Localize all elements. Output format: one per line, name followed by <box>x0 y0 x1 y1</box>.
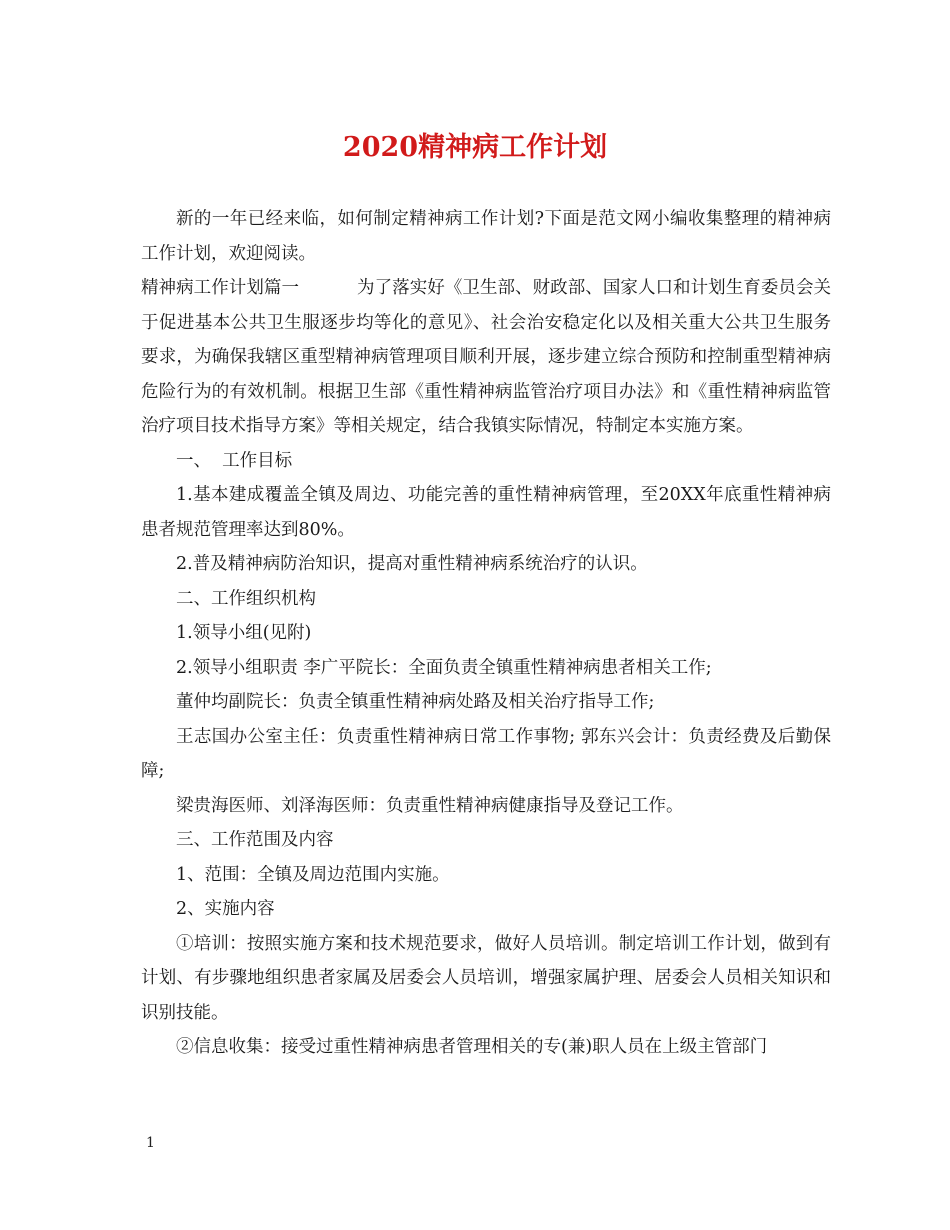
content-info-collection: ②信息收集：接受过重性精神病患者管理相关的专(兼)职人员在上级主管部门 <box>176 1037 768 1057</box>
intro-paragraph: 新的一年已经来临，如何制定精神病工作计划?下面是范文网小编收集整理的精神病工作计划，欢迎阅读。 <box>141 209 831 264</box>
page-number: 1 <box>146 1135 155 1151</box>
goal-item-1: 1.基本建成覆盖全镇及周边、功能完善的重性精神病管理，至20XX年底重性精神病患者规范管理率达到80%。 <box>141 485 831 540</box>
heading-organization: 二、工作组织机构 <box>176 588 316 609</box>
content-training: ①培训：按照实施方案和技术规范要求，做好人员培训。制定培训工作计划，做到有计划、有步骤地组织患者家属及居委会人员培训，增强家属护理、居委会人员相关知识和识别技能。 <box>141 933 831 1023</box>
org-item-physicians: 梁贵海医师、刘泽海医师：负责重性精神病健康指导及登记工作。 <box>176 795 684 816</box>
section1-text: 为了落实好《卫生部、财政部、国家人口和计划生育委员会关于促进基本公共卫生服逐步均等化的意见》、社会治安稳定化以及相关重大公共卫生服务要求，为确保我辖区重型精神病管理项目顺利开展，逐步建立综合预防和控制重型精神病危险行为的有效机制。根据卫生部《重性精神病监管治疗项目办法》和《重性精神病监管治疗项目技术指导方案》等相关规定，结合我镇实际情况，特制定本实施方案。 <box>141 278 831 436</box>
heading-work-goals: 一、 工作目标 <box>176 450 293 471</box>
section1-paragraph <box>141 271 831 444</box>
org-item-2: 2.领导小组职责 李广平院长：全面负责全镇重性精神病患者相关工作; <box>176 657 712 678</box>
document-body <box>141 202 831 1065</box>
org-item-vice-director: 董仲均副院长：负责全镇重性精神病处路及相关治疗指导工作; <box>176 692 655 712</box>
scope-item-1: 1、范围：全镇及周边范围内实施。 <box>176 864 450 885</box>
org-item-office-director: 王志国办公室主任：负责重性精神病日常工作事物; 郭东兴会计：负责经费及后勤保障; <box>141 726 831 781</box>
section1-label: 精神病工作计划篇一 <box>141 278 299 298</box>
document-title: 2020精神病工作计划 <box>342 132 608 163</box>
scope-item-2: 2、实施内容 <box>176 899 275 919</box>
heading-scope: 三、工作范围及内容 <box>176 830 334 850</box>
org-item-1: 1.领导小组(见附) <box>176 623 312 643</box>
goal-item-2: 2.普及精神病防治知识，提高对重性精神病系统治疗的认识。 <box>176 554 648 574</box>
